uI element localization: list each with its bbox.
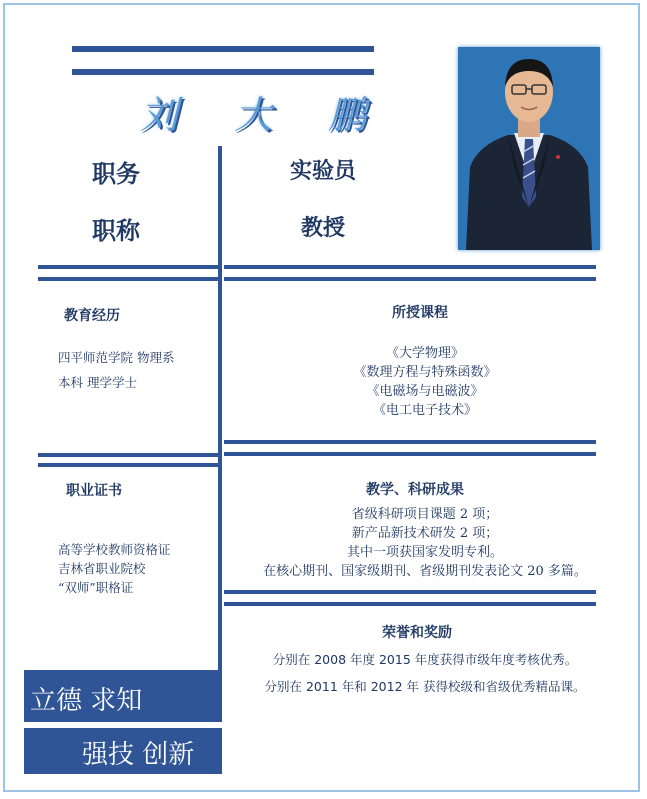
courses-list [225, 344, 625, 420]
vertical-divider [218, 146, 222, 722]
title-value: 教授 [301, 215, 346, 241]
research-line: 在核心期刊、国家级期刊、省级期刊发表论文 20 多篇。 [263, 564, 587, 579]
divider-1a-right [224, 265, 596, 269]
profile-photo [458, 47, 600, 250]
research-line: 新产品新技术研发 2 项； [351, 526, 499, 541]
divider-1b-right [224, 277, 596, 281]
course-item: 《大学物理》 [385, 346, 464, 361]
divider-2a-right [224, 440, 596, 444]
position-label: 职务 [92, 159, 140, 188]
slogan-line-2: 强技 创新 [82, 740, 195, 770]
divider-2b-left [38, 463, 218, 467]
divider-2a-left [38, 453, 218, 457]
research-list [225, 505, 625, 581]
honors-list [225, 646, 625, 700]
slogan-box-2 [24, 728, 222, 774]
education-line: 本科 理学学士 [58, 375, 137, 390]
slogan-box-1 [24, 670, 222, 722]
education-heading: 教育经历 [64, 308, 120, 324]
certificate-line: “双师”职格证 [58, 580, 134, 595]
course-item: 《电磁场与电磁波》 [366, 384, 484, 399]
header-bar-bottom [72, 69, 374, 75]
certificate-line: 吉林省职业院校 [58, 561, 146, 576]
course-item: 《数理方程与特殊函数》 [353, 365, 497, 380]
research-line: 其中一项获国家发明专利。 [346, 545, 503, 560]
honor-line: 分别在 2011 年和 2012 年 获得校级和省级优秀精品课。 [264, 679, 586, 694]
title-label: 职称 [92, 216, 140, 245]
certificate-line: 高等学校教师资格证 [58, 542, 171, 557]
divider-3a-right [224, 590, 596, 594]
course-item: 《电工电子技术》 [372, 403, 477, 418]
honors-heading: 荣誉和奖励 [382, 625, 452, 641]
research-line: 省级科研项目课题 2 项； [351, 507, 499, 522]
research-heading: 教学、科研成果 [366, 482, 464, 498]
header-bar-top [72, 46, 374, 52]
position-value: 实验员 [290, 158, 357, 184]
education-line: 四平师范学院 物理系 [58, 350, 175, 365]
divider-2b-right [224, 452, 596, 456]
person-name: 刘 大 鹏 [140, 93, 389, 137]
divider-3b-right [224, 602, 596, 606]
honor-line: 分别在 2008 年度 2015 年度获得市级年度考核优秀。 [272, 652, 578, 667]
courses-heading: 所授课程 [392, 305, 448, 321]
divider-1a-left [38, 265, 218, 269]
slogan-line-1: 立德 求知 [30, 686, 143, 716]
divider-1b-left [38, 277, 218, 281]
certificates-heading: 职业证书 [66, 483, 122, 499]
person-portrait-image [458, 47, 600, 250]
